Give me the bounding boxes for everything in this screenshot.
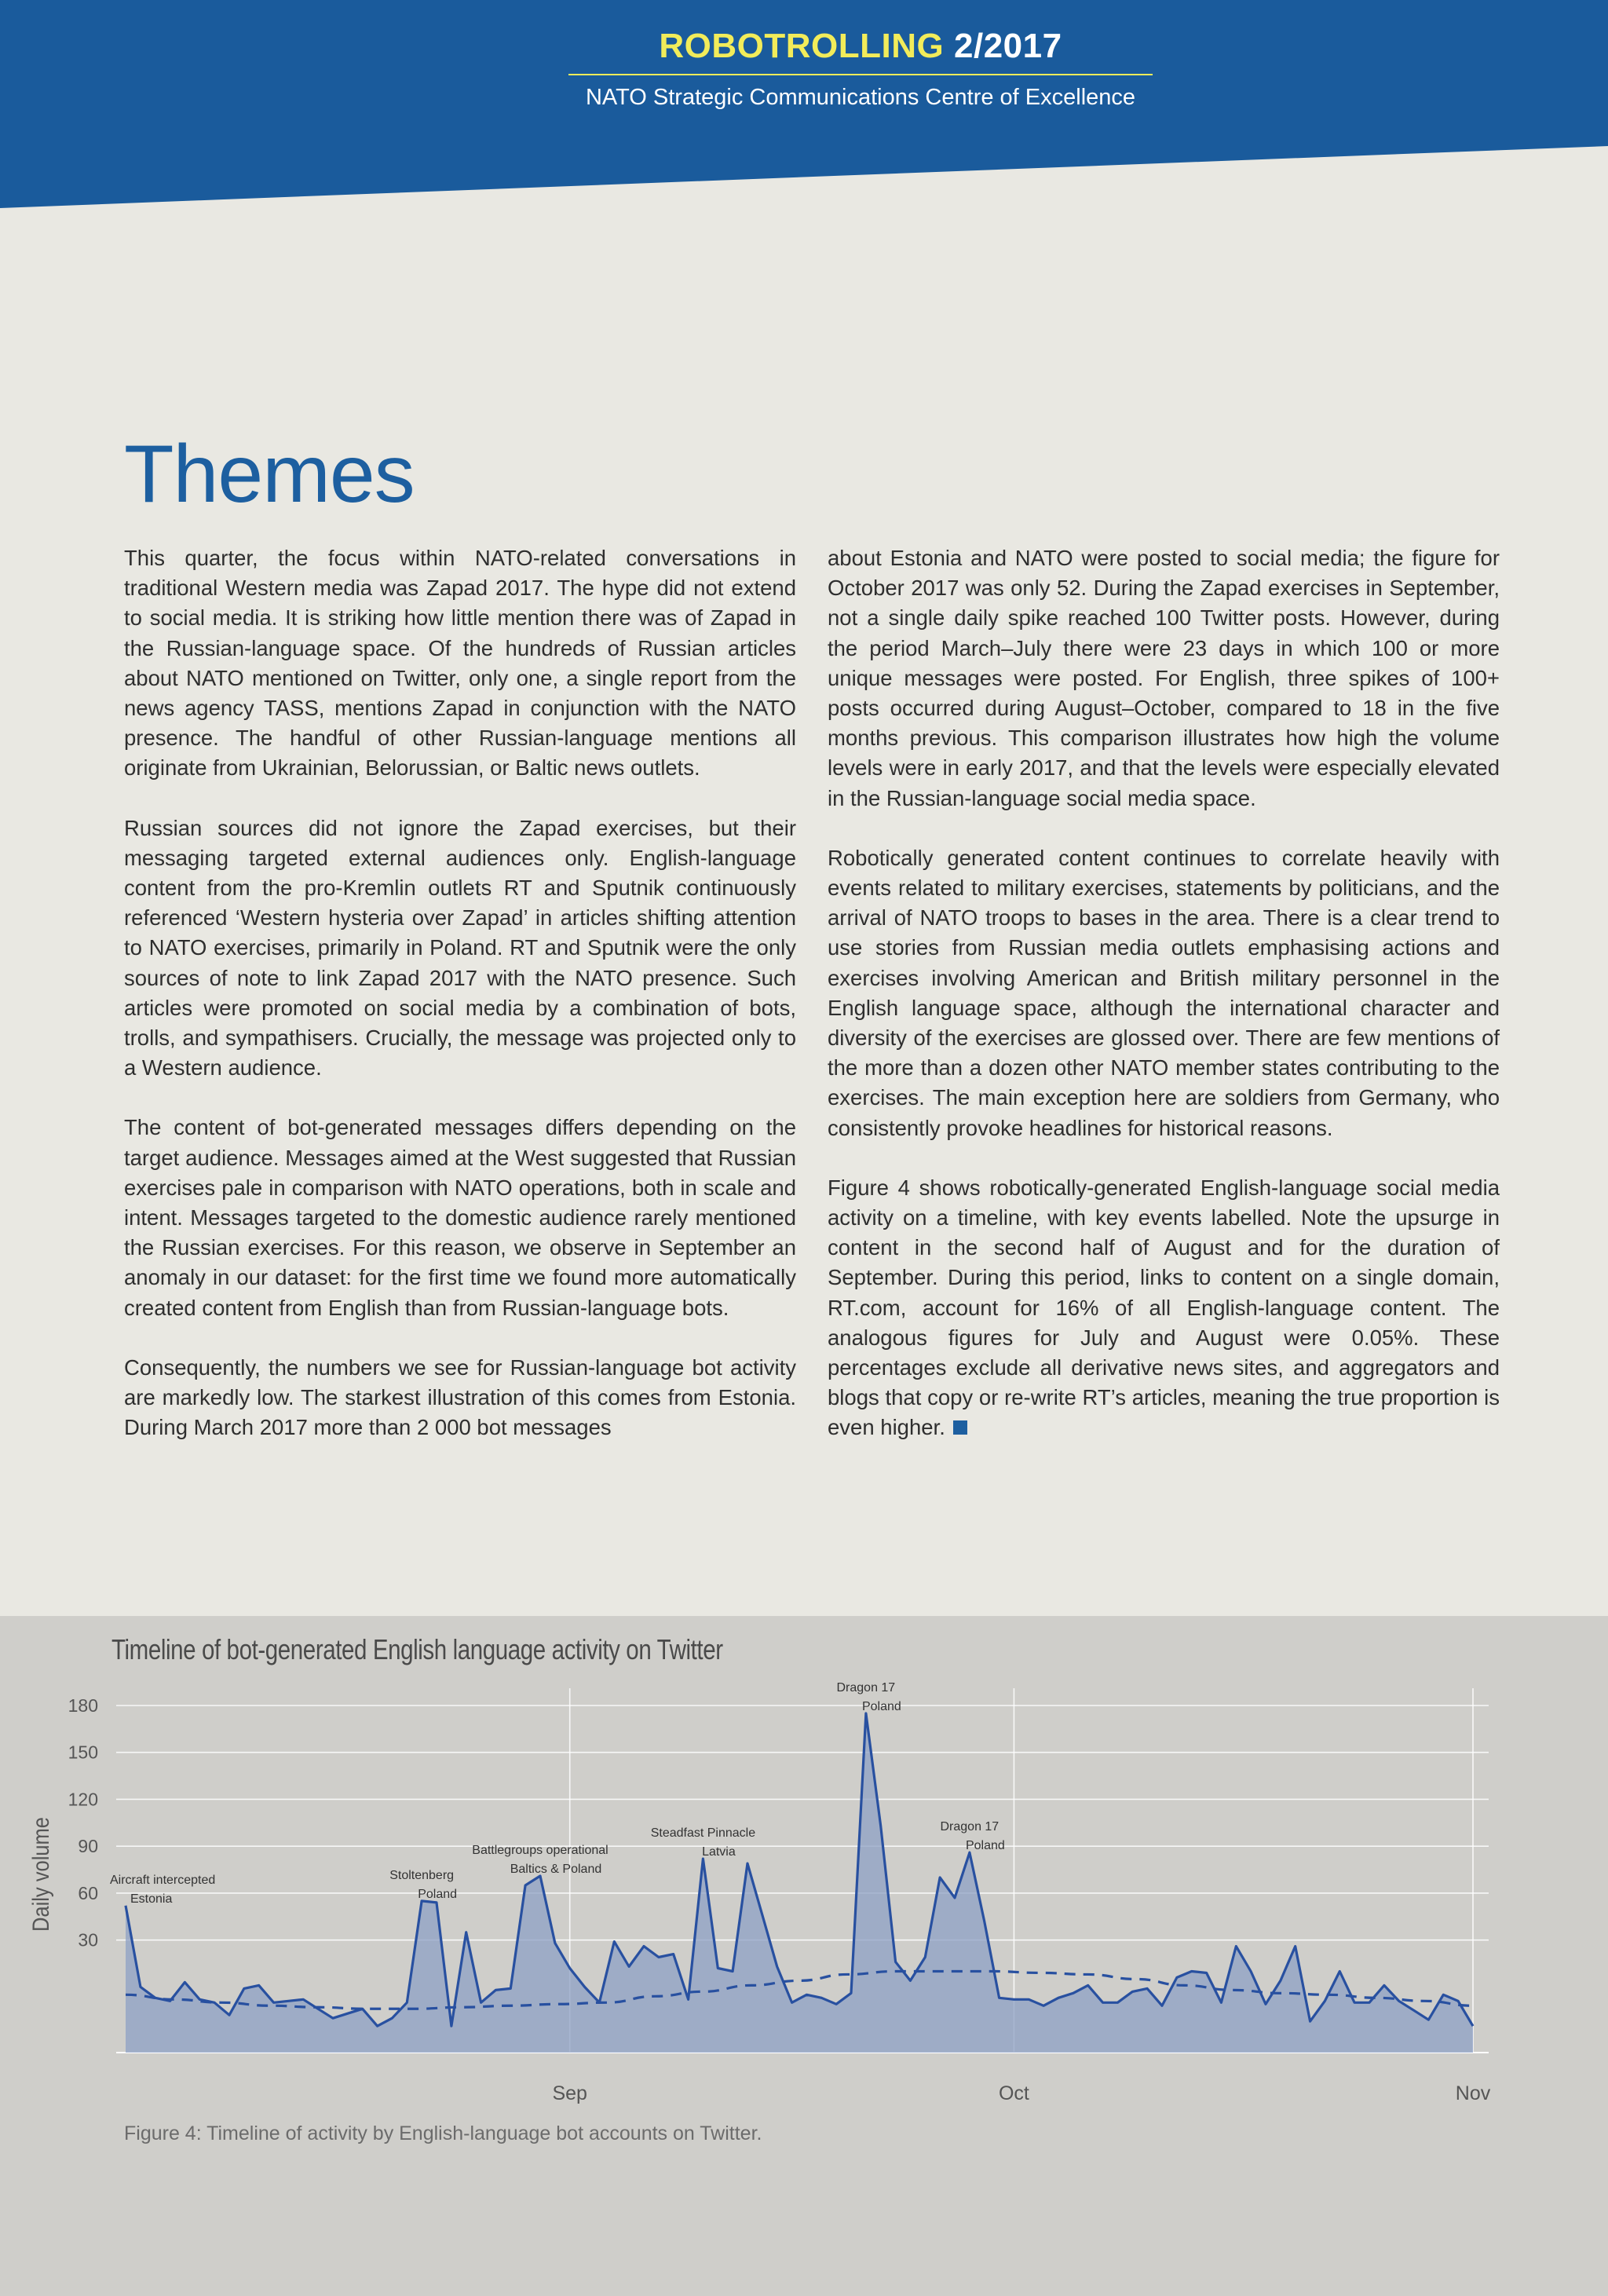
paragraph: Robotically generated content continues to correlate heavily with events related to military exercises, statements by politicians, and the arrival of NATO troops to bases in the area. There is a clear trend to use stories from Russian media outlets emphasising actions and exercises involving American and British military personnel in the English language space, although the international character and diversity of the exercises are glossed over. There are few mentions of the more than a dozen other NATO member states contributing to the exercises. The main exception here are soldiers from Germany, who consistently provoke headlines for historical reasons. — [828, 845, 1500, 1140]
section-heading: Themes — [124, 429, 415, 520]
header-divider — [568, 74, 1153, 75]
volume-area — [126, 1713, 1473, 2053]
report-brand: ROBOTROLLING — [659, 27, 945, 65]
paragraph: Russian sources did not ignore the Zapad exercises, but their messaging targeted external audiences only. English-language content from the pro-Kremlin outlets RT and Sputnik continuously referenced ‘Western hysteria over Zapad’ in articles shifting attention to NATO exercises, primarily in Poland. RT and Sputnik were the only sources of note to link Zapad 2017 with the NATO presence. Such articles were promoted on social media by a combination of bots, trolls, and sympathisers. Crucially, the message was projected only to a Western audience. — [124, 815, 796, 1080]
chart-title: Timeline of bot-generated English language activity on Twitter — [111, 1633, 723, 1665]
end-of-article-icon — [953, 1420, 967, 1435]
event-annotation: Dragon 17 — [836, 1680, 896, 1695]
event-annotation: Battlegroups operational — [472, 1844, 608, 1858]
volume-line — [126, 1713, 1473, 2026]
report-title — [568, 27, 1153, 71]
report-subtitle: NATO Strategic Communications Centre of Excellence — [585, 85, 1136, 110]
report-issue: 2/2017 — [954, 27, 1062, 65]
event-annotation: Dragon 17 — [940, 1820, 1000, 1834]
event-annotation: Poland — [861, 1699, 901, 1713]
left-column — [124, 543, 796, 1472]
y-tick-label: 180 — [68, 1695, 98, 1716]
event-annotation: Latvia — [702, 1845, 736, 1859]
paragraph: The content of bot-generated messages differs depending on the target audience. Messages aimed at the West suggested that Russian exercises pale in comparison with NATO operations, both in scale and intent. Messages targeted to the domestic audience rarely mentioned the Russian exercises. For this reason, we observe in September an anomaly in our dataset: for the first time we found more automatically created content from English than from Russian-language bots. — [124, 1115, 796, 1320]
x-tick-label: Oct — [998, 2082, 1029, 2104]
x-tick-label: Sep — [552, 2082, 587, 2104]
y-tick-label: 30 — [78, 1929, 98, 1951]
paragraph: This quarter, the focus within NATO-related conversations in traditional Western media was Zapad 2017. The hype did not extend to social media. It is striking how little mention there was of Zapad in the Russian-language space. Of the hundreds of Russian articles about NATO mentioned on Twitter, only one, a single report from the news agency TASS, mentions Zapad in conjunction with the NATO presence. The handful of other Russian-language mentions all originate from Ukrainian, Belorussian, or Baltic news outlets. — [124, 546, 796, 781]
paragraph-with-end-mark — [828, 1173, 1500, 1443]
timeline-chart — [0, 1680, 1608, 2120]
x-tick-label: Nov — [1455, 2082, 1491, 2104]
chart-y-axis-label: Daily volume — [28, 1817, 54, 1932]
event-annotation: Estonia — [130, 1892, 173, 1906]
paragraph: Figure 4 shows robotically-generated English-language social media activity on a timeline, with key events labelled. Note the upsurge in content in the second half of August and for the duration of September. During this period, links to content on a single domain, RT.com, account for 16% of all English-language content. The analogous figures for July and August were 0.05%. These percentages exclude all derivative news sites, and aggregators and blogs that copy or re-write RT’s articles, meaning the true proportion is even higher. — [828, 1175, 1500, 1440]
event-annotation: Steadfast Pinnacle — [650, 1826, 756, 1841]
event-annotation: Poland — [418, 1887, 458, 1901]
event-annotation: Aircraft intercepted — [110, 1873, 216, 1887]
y-tick-label: 90 — [78, 1836, 98, 1857]
y-tick-label: 120 — [68, 1789, 98, 1810]
right-column — [828, 543, 1500, 1473]
event-annotation: Baltics & Poland — [510, 1863, 602, 1877]
figure-caption: Figure 4: Timeline of activity by English-language bot accounts on Twitter. — [124, 2122, 762, 2144]
y-tick-label: 60 — [78, 1882, 98, 1903]
paragraph: Consequently, the numbers we see for Russian-language bot activity are markedly low. The starkest illustration of this comes from Estonia. During March 2017 more than 2 000 bot messages — [124, 1355, 796, 1440]
y-tick-label: 150 — [68, 1742, 98, 1763]
paragraph: about Estonia and NATO were posted to social media; the figure for October 2017 was only 52. During the Zapad exercises in September, not a single daily spike reached 100 Twitter posts. However, during the period March–July there were 23 days in which 100 or more unique messages were posted. For English, three spikes of 100+ posts occurred during August–October, compared to 18 in the five months previous. This comparison illustrates how high the volume levels were in early 2017, and that the levels were especially elevated in the Russian-language social media space. — [828, 546, 1500, 810]
event-annotation: Poland — [965, 1839, 1005, 1853]
event-annotation: Stoltenberg — [389, 1868, 455, 1882]
